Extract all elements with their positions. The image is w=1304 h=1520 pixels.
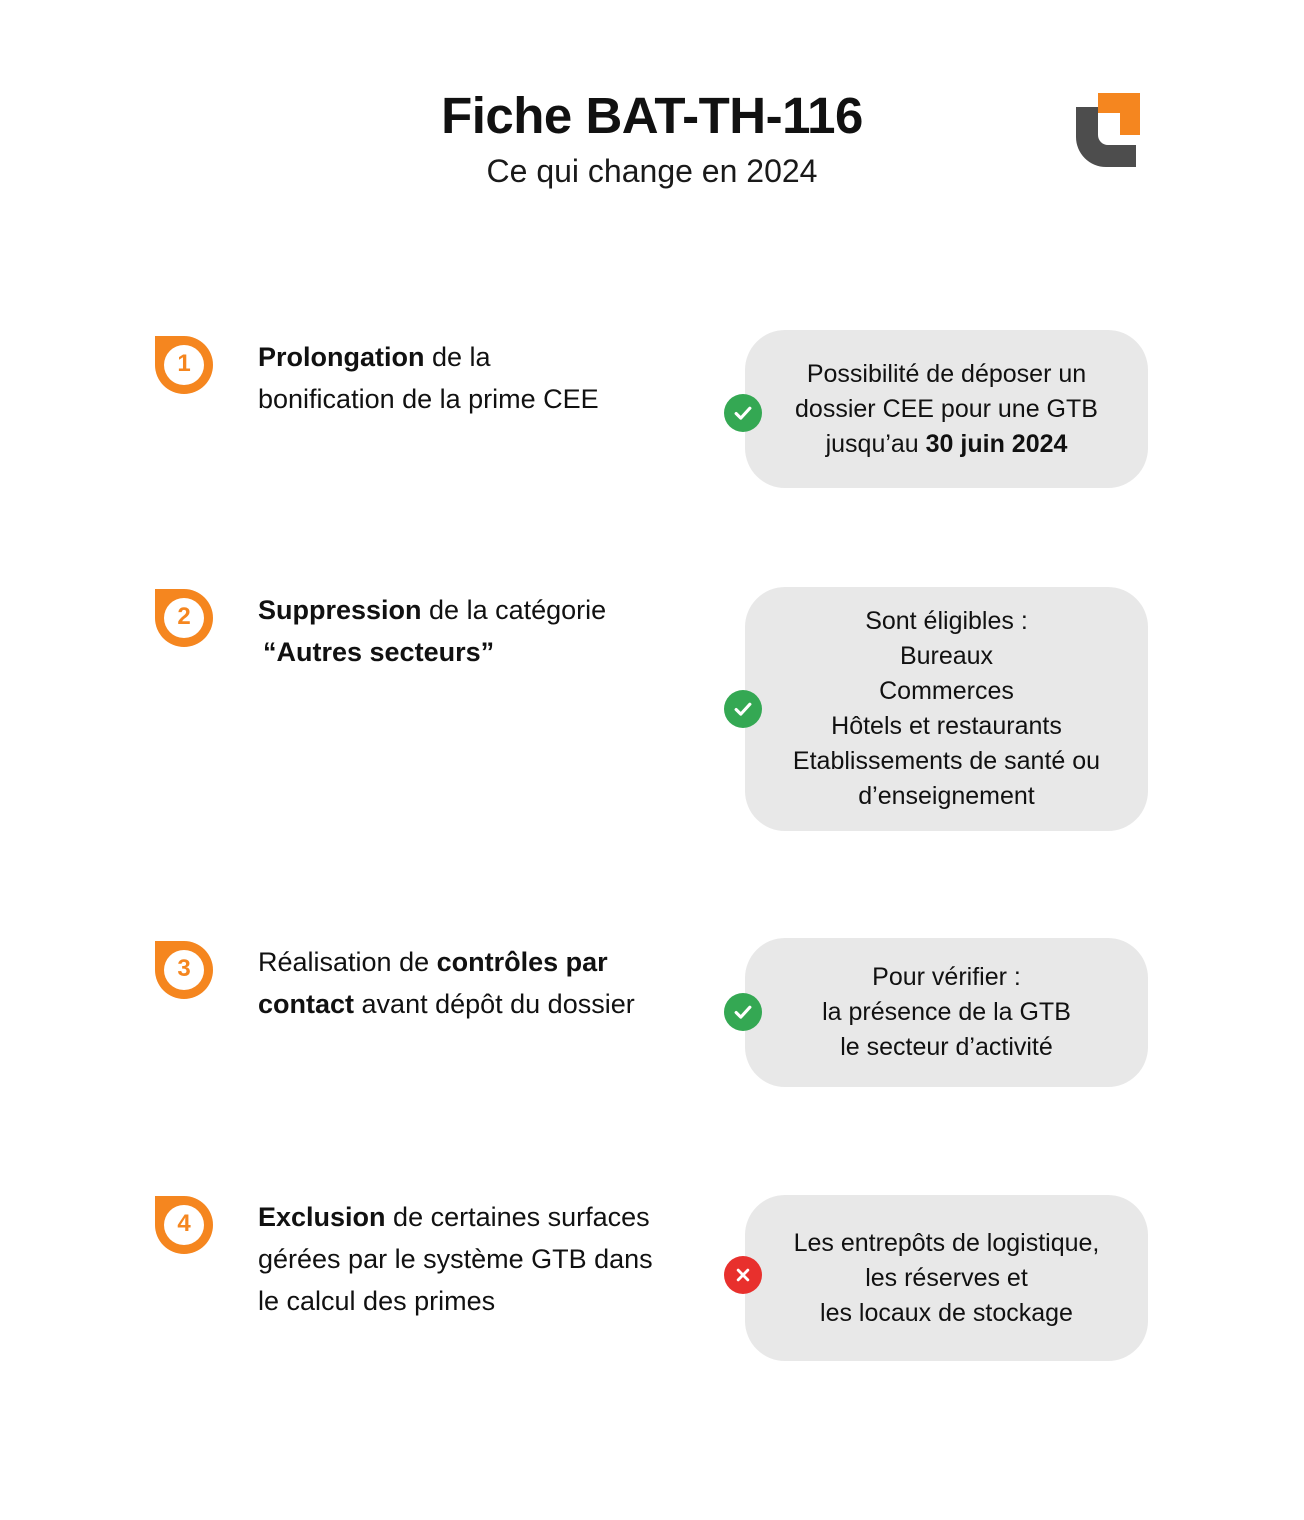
step-title-text-4: Exclusion de certaines surfaces gérées par le système GTB dans le calcul des primes <box>258 1202 653 1316</box>
page-subtitle: Ce qui change en 2024 <box>486 153 818 190</box>
step-badge-3 <box>155 941 213 999</box>
step-title-4 <box>258 1196 658 1322</box>
step-title-text-3: Réalisation de contrôles par contact avant dépôt du dossier <box>258 947 635 1019</box>
step-card-text-3: Pour vérifier : la présence de la GTB le secteur d’activité <box>822 963 1071 1061</box>
step-title-3 <box>258 941 658 1025</box>
step-number-2: 2 <box>177 603 191 630</box>
step-card-text-1: Possibilité de déposer un dossier CEE pour une GTB jusqu’au 30 juin 2024 <box>795 359 1098 458</box>
cross-icon <box>724 1256 762 1294</box>
step-title-2 <box>258 589 618 673</box>
step-badge-4 <box>155 1196 213 1254</box>
step-number-4: 4 <box>177 1210 191 1237</box>
step-card-4 <box>745 1195 1148 1361</box>
step-title-1 <box>258 336 618 420</box>
page-title: Fiche BAT-TH-116 <box>441 87 863 144</box>
step-badge-1 <box>155 336 213 394</box>
step-badge-inner-1 <box>164 345 204 385</box>
step-title-text-2: Suppression de la catégorie “Autres secteurs” <box>258 595 607 667</box>
check-icon <box>724 394 762 432</box>
step-badge-inner-4 <box>164 1205 204 1245</box>
step-title-text-1: Prolongation de la bonification de la prime CEE <box>258 342 599 414</box>
step-number-3: 3 <box>177 955 191 982</box>
check-icon <box>724 690 762 728</box>
step-badge-2 <box>155 589 213 647</box>
step-card-text-4: Les entrepôts de logistique, les réserves et les locaux de stockage <box>793 1228 1100 1327</box>
step-card-2 <box>745 587 1148 831</box>
step-badge-inner-2 <box>164 598 204 638</box>
brand-logo <box>1066 85 1148 167</box>
step-card-text-2: Sont éligibles : Bureaux Commerces Hôtels et restaurants Etablissements de santé ou d’enseignement <box>792 607 1101 810</box>
step-card-1 <box>745 330 1148 488</box>
step-badge-inner-3 <box>164 950 204 990</box>
check-icon <box>724 993 762 1031</box>
step-number-1: 1 <box>177 350 191 377</box>
step-card-3 <box>745 938 1148 1087</box>
